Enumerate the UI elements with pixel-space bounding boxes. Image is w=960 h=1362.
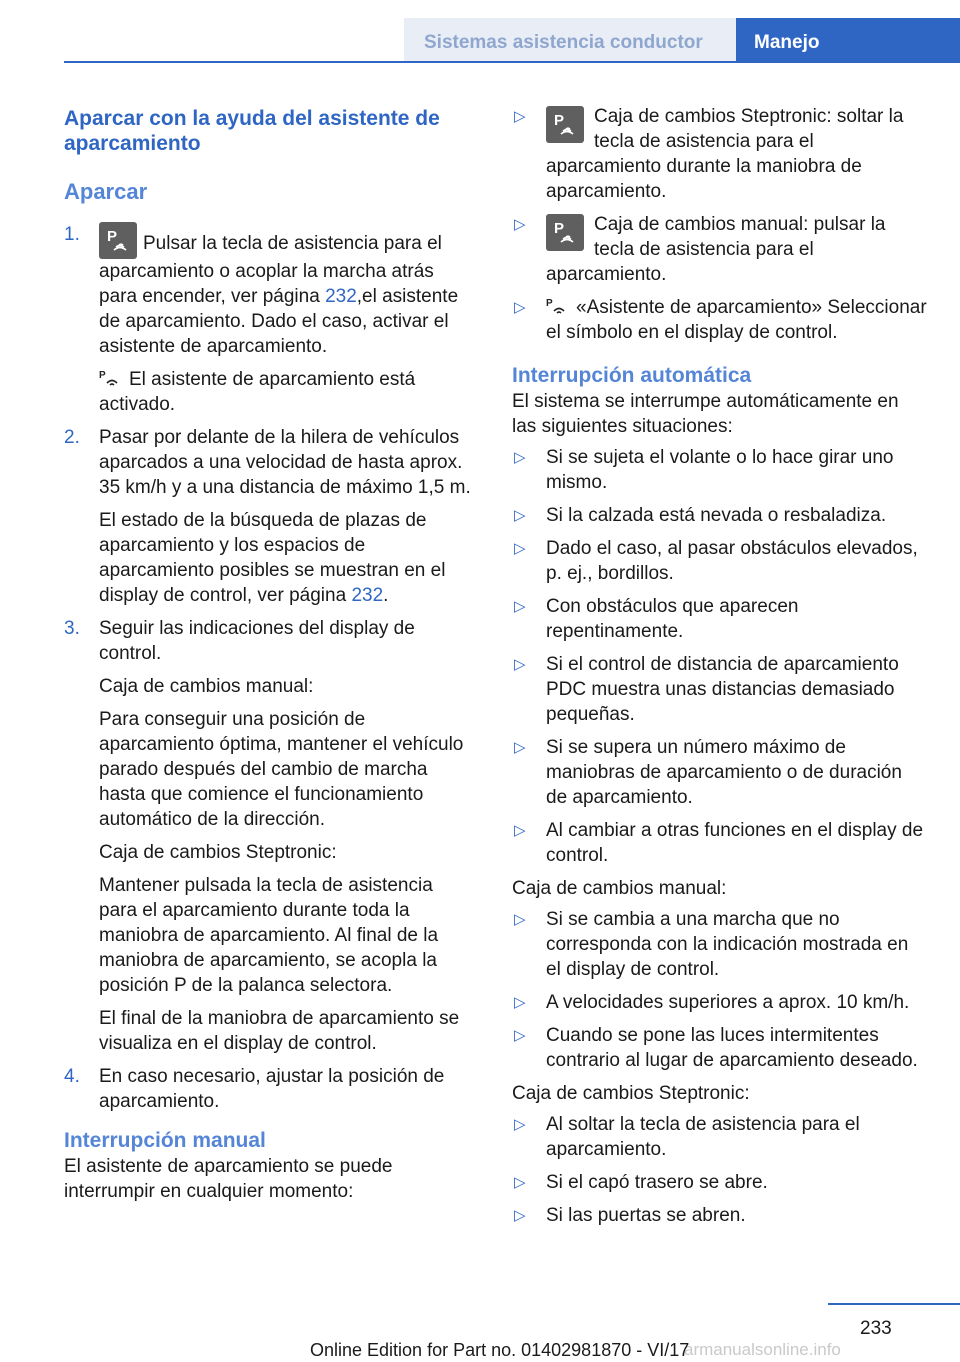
step-number: 1. bbox=[64, 224, 80, 245]
subsection-title: Aparcar bbox=[64, 179, 148, 204]
manual-gearbox-label: Caja de cambios manual: bbox=[512, 878, 727, 899]
step-number: 4. bbox=[64, 1066, 80, 1087]
step-text: Seguir las indicaciones del display de control. bbox=[99, 618, 415, 664]
bullet-icon: ▷ bbox=[514, 656, 526, 673]
step-text: P Pulsar la tecla de asistencia para el aparcamiento o acoplar la marcha atrás para encender, ver página 232,el asistente de aparcamiento. Dado el caso, activar el asistente de aparcamiento. bbox=[99, 222, 474, 359]
page-link[interactable]: 232 bbox=[325, 286, 357, 307]
list-item: ▷ Al soltar la tecla de asistencia para el aparcamiento. bbox=[514, 1114, 860, 1160]
left-column bbox=[64, 106, 474, 1204]
list-item: ▷ Si se sujeta el volante o lo hace girar uno mismo. bbox=[514, 447, 894, 493]
step-paragraph: Caja de cambios Steptronic: bbox=[99, 842, 337, 863]
park-assist-button-icon bbox=[99, 222, 137, 259]
bullet-icon: ▷ bbox=[514, 1027, 526, 1044]
park-assist-button-icon bbox=[546, 214, 584, 251]
park-assist-symbol-icon bbox=[99, 368, 121, 388]
right-column bbox=[512, 104, 928, 1236]
header-chapter-tab bbox=[736, 18, 960, 62]
bullet-icon: ▷ bbox=[514, 739, 526, 756]
park-assist-symbol-icon bbox=[546, 296, 568, 316]
step-3 bbox=[64, 616, 474, 1056]
auto-interruption-title: Interrupción automática bbox=[512, 364, 752, 387]
svg-text:P: P bbox=[107, 228, 118, 245]
step-text: En caso necesario, ajustar la posición de aparcamiento. bbox=[99, 1066, 445, 1112]
bullet-icon: ▷ bbox=[514, 911, 526, 928]
bullet-icon: ▷ bbox=[514, 540, 526, 557]
list-item: ▷ Si se cambia a una marcha que no corresponda con la indicación mostrada en el display de control. bbox=[514, 909, 909, 980]
bullet-icon: ▷ bbox=[514, 822, 526, 839]
auto-list bbox=[512, 445, 928, 868]
manual-interruption-title: Interrupción manual bbox=[64, 1129, 266, 1152]
section-title: Aparcar con la ayuda del asistente de aparcamiento bbox=[64, 107, 440, 155]
step-subtext: P El asistente de aparcamiento está activado. bbox=[99, 369, 416, 415]
bullet-icon: ▷ bbox=[514, 1207, 526, 1224]
footer-rule bbox=[828, 1303, 960, 1305]
step-text: Pasar por delante de la hilera de vehículos aparcados a una velocidad de hasta aprox. 35 km/h y a una distancia de máximo 1,5 m. bbox=[99, 427, 471, 498]
svg-text:P: P bbox=[554, 220, 565, 237]
manual-interruption-text: El asistente de aparcamiento se puede interrumpir en cualquier momento: bbox=[64, 1156, 393, 1202]
edition-note: Online Edition for Part no. 01402981870 - VI/17 bbox=[310, 1340, 690, 1360]
bullet-icon: ▷ bbox=[514, 1174, 526, 1191]
header-chapter-label: Manejo bbox=[754, 32, 820, 53]
step-number: 2. bbox=[64, 427, 80, 448]
bullet-icon: ▷ bbox=[514, 994, 526, 1011]
svg-text:P: P bbox=[99, 370, 106, 381]
step-subtext: El estado de la búsqueda de plazas de aparcamiento y los espacios de aparcamiento posibles se muestran en el display de control, ver página 232. bbox=[99, 510, 446, 606]
step-paragraph: Caja de cambios manual: bbox=[99, 676, 314, 697]
steptronic-list bbox=[512, 1112, 928, 1228]
list-item: ▷ Si el capó trasero se abre. bbox=[514, 1172, 768, 1193]
svg-text:P: P bbox=[554, 112, 565, 129]
bullet-icon: ▷ bbox=[514, 108, 526, 125]
list-item: ▷ P Caja de cambios manual: pulsar la tecla de asistencia para el aparcamiento. bbox=[514, 214, 886, 285]
park-assist-button-icon bbox=[546, 106, 584, 143]
watermark: armanualsonline.info bbox=[684, 1340, 841, 1359]
step-paragraph: Mantener pulsada la tecla de asistencia para el aparcamiento durante toda la maniobra de aparcamiento. Al final de la maniobra de aparcamiento, se acopla la posición P de la palanca selectora. bbox=[99, 875, 439, 996]
step-paragraph: Para conseguir una posición de aparcamiento óptima, mantener el vehículo parado después del cambio de marcha hasta que comience el funcionamiento automático de la dirección. bbox=[99, 709, 464, 830]
list-item: ▷ Al cambiar a otras funciones en el display de control. bbox=[514, 820, 924, 866]
header-section-tab bbox=[404, 18, 736, 62]
header-section-label: Sistemas asistencia conductor bbox=[424, 32, 703, 53]
step-number: 3. bbox=[64, 618, 80, 639]
page-link[interactable]: 232 bbox=[351, 585, 384, 606]
list-item: ▷ Cuando se pone las luces intermitentes contrario al lugar de aparcamiento deseado. bbox=[514, 1025, 918, 1071]
bullet-icon: ▷ bbox=[514, 216, 526, 233]
steptronic-label: Caja de cambios Steptronic: bbox=[512, 1083, 750, 1104]
step-4 bbox=[64, 1064, 474, 1114]
page-number: 233 bbox=[860, 1318, 892, 1339]
bullet-icon: ▷ bbox=[514, 598, 526, 615]
auto-interruption-intro: El sistema se interrumpe automáticamente en las siguientes situaciones: bbox=[512, 391, 899, 437]
step-2 bbox=[64, 425, 474, 608]
list-item: ▷ P «Asistente de aparcamiento» Seleccionar el símbolo en el display de control. bbox=[514, 297, 927, 343]
list-item: ▷ Si la calzada está nevada o resbaladiza. bbox=[514, 505, 887, 526]
list-item: ▷ P Caja de cambios Steptronic: soltar la tecla de asistencia para el aparcamiento durante la maniobra de aparcamiento. bbox=[514, 106, 904, 202]
bullet-icon: ▷ bbox=[514, 1116, 526, 1133]
list-item: ▷ Con obstáculos que aparecen repentinamente. bbox=[514, 596, 799, 642]
svg-text:P: P bbox=[546, 298, 553, 309]
list-item: ▷ Si el control de distancia de aparcamiento PDC muestra unas distancias demasiado pequeñas. bbox=[514, 654, 899, 725]
header-rule bbox=[64, 61, 960, 63]
bullet-icon: ▷ bbox=[514, 507, 526, 524]
bullet-icon: ▷ bbox=[514, 449, 526, 466]
list-item: ▷ Si se supera un número máximo de maniobras de aparcamiento o de duración de aparcamiento. bbox=[514, 737, 902, 808]
list-item: ▷ Dado el caso, al pasar obstáculos elevados, p. ej., bordillos. bbox=[514, 538, 918, 584]
list-item: ▷ A velocidades superiores a aprox. 10 km/h. bbox=[514, 992, 910, 1013]
step-paragraph: El final de la maniobra de aparcamiento se visualiza en el display de control. bbox=[99, 1008, 460, 1054]
step-1 bbox=[64, 222, 474, 417]
manual-list bbox=[512, 907, 928, 1073]
bullet-icon: ▷ bbox=[514, 299, 526, 316]
list-item: ▷ Si las puertas se abren. bbox=[514, 1205, 746, 1226]
